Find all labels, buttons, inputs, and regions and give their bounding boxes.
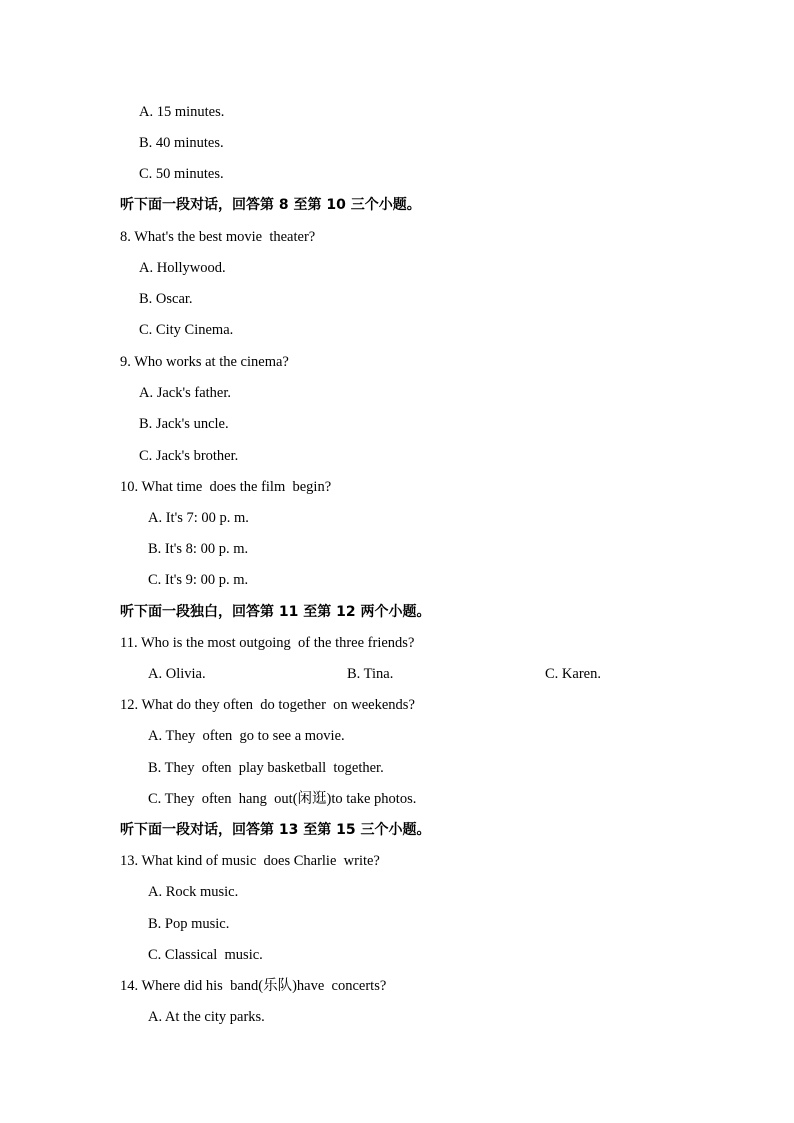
question-10: 10. What time does the film begin? (120, 479, 332, 495)
section-instruction-13-15: 听下面一段对话，回答第 13 至第 15 三个小题。 (120, 822, 431, 838)
q11-option-c: C. Karen. (545, 666, 601, 682)
q12-option-b: B. They often play basketball together. (148, 760, 384, 776)
q9-option-c: C. Jack's brother. (139, 448, 239, 464)
question-8: 8. What's the best movie theater? (120, 229, 316, 245)
q13-option-b: B. Pop music. (148, 916, 230, 932)
question-12: 12. What do they often do together on weekends? (120, 697, 415, 713)
q12-option-a: A. They often go to see a movie. (148, 728, 345, 744)
question-13: 13. What kind of music does Charlie write? (120, 853, 380, 869)
question-11: 11. Who is the most outgoing of the three friends? (120, 635, 415, 651)
q10-option-b: B. It's 8: 00 p. m. (148, 541, 249, 557)
q11-option-b: B. Tina. (347, 666, 394, 682)
question-9: 9. Who works at the cinema? (120, 354, 289, 370)
q12-option-c: C. They often hang out(闲逛)to take photos. (148, 791, 417, 807)
question-14: 14. Where did his band(乐队)have concerts? (120, 978, 387, 994)
q14-option-a: A. At the city parks. (148, 1009, 265, 1025)
q13-option-c: C. Classical music. (148, 947, 263, 963)
q9-option-a: A. Jack's father. (139, 385, 231, 401)
q10-option-a: A. It's 7: 00 p. m. (148, 510, 249, 526)
q7-option-c: C. 50 minutes. (139, 166, 224, 182)
q10-option-c: C. It's 9: 00 p. m. (148, 572, 249, 588)
section-instruction-8-10: 听下面一段对话，回答第 8 至第 10 三个小题。 (120, 197, 421, 213)
q8-option-b: B. Oscar. (139, 291, 193, 307)
q7-option-b: B. 40 minutes. (139, 135, 224, 151)
q8-option-c: C. City Cinema. (139, 322, 234, 338)
q7-option-a: A. 15 minutes. (139, 104, 225, 120)
q11-option-a: A. Olivia. (148, 666, 206, 682)
q13-option-a: A. Rock music. (148, 884, 239, 900)
q8-option-a: A. Hollywood. (139, 260, 226, 276)
section-instruction-11-12: 听下面一段独白，回答第 11 至第 12 两个小题。 (120, 604, 431, 620)
q9-option-b: B. Jack's uncle. (139, 416, 229, 432)
